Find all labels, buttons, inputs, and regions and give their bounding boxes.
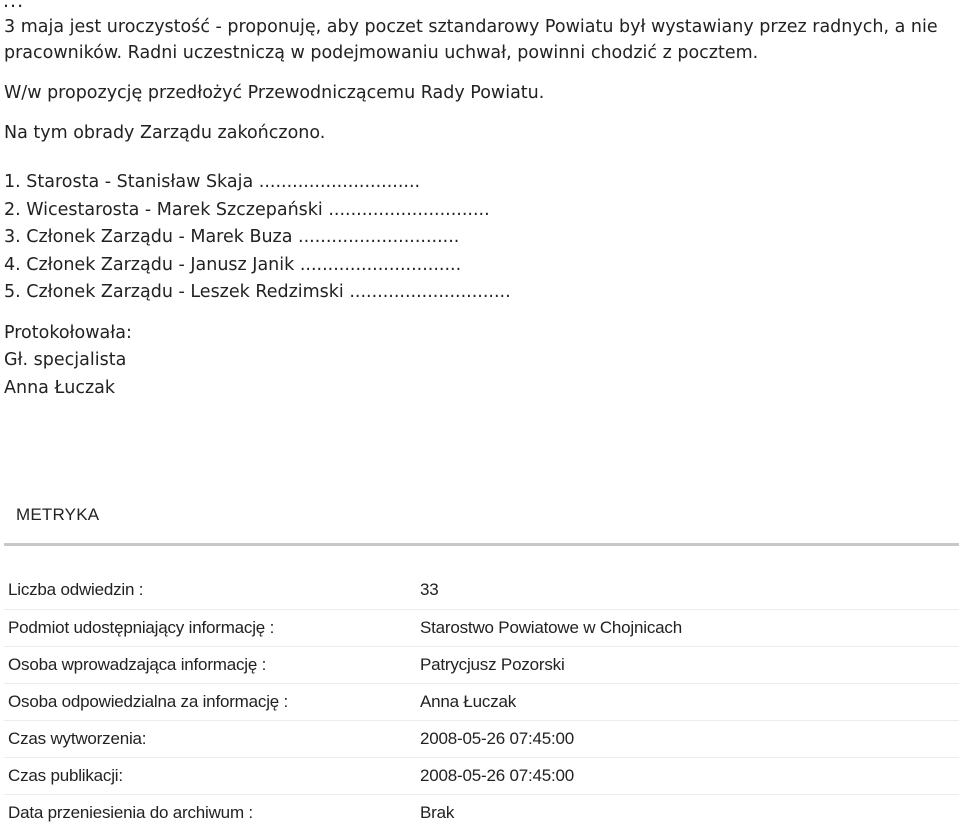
table-row (4, 720, 959, 757)
signature-line: 3. Członek Zarządu - Marek Buza ............................. (4, 227, 460, 247)
table-row (4, 646, 959, 683)
metryka-heading: METRYKA (16, 505, 100, 524)
signature-line: 4. Członek Zarządu - Janusz Janik ............................. (4, 254, 462, 275)
table-row (4, 794, 959, 831)
metryka-divider (4, 543, 959, 546)
meta-value-visits: 33 (420, 580, 439, 600)
meta-label-entered-by: Osoba wprowadzająca informację : (8, 654, 267, 674)
signature-line: 1. Starosta - Stanisław Skaja ............................. (4, 172, 421, 192)
signature-list (4, 169, 954, 307)
meta-value-responsible: Anna Łuczak (420, 691, 517, 711)
recorder-name: Anna Łuczak (4, 377, 116, 398)
meta-label-responsible: Osoba odpowiedzialna za informację : (8, 691, 289, 711)
meta-value-publisher: Starostwo Powiatowe w Chojnicach (420, 617, 682, 637)
table-row (4, 572, 959, 609)
table-row (4, 609, 959, 646)
meta-value-entered-by: Patrycjusz Pozorski (420, 654, 565, 674)
recorder-block (4, 320, 954, 403)
meta-value-created: 2008-05-26 07:45:00 (420, 728, 575, 748)
meta-label-published: Czas publikacji: (8, 765, 123, 785)
meta-label-created: Czas wytworzenia: (8, 728, 147, 748)
meta-value-published: 2008-05-26 07:45:00 (420, 765, 575, 785)
recorder-label: Protokołowała: (4, 322, 132, 343)
closing-paragraph: Na tym obrady Zarządu zakończono. (4, 123, 326, 143)
recorder-role: Gł. specjalista (4, 350, 127, 370)
document-body (4, 14, 954, 402)
signature-line: 2. Wicestarosta - Marek Szczepański ............................. (4, 199, 490, 220)
meta-label-archived: Data przeniesienia do archiwum : (8, 802, 253, 822)
meta-label-visits: Liczba odwiedzin : (8, 580, 144, 600)
meta-label-publisher: Podmiot udostępniający informację : (8, 617, 275, 637)
meta-value-archived: Brak (420, 802, 455, 822)
signature-line: 5. Członek Zarządu - Leszek Redzimski ............................. (4, 282, 511, 302)
table-row (4, 683, 959, 720)
proposal-paragraph: W/w propozycję przedłożyć Przewodniczącemu Rady Powiatu. (4, 83, 545, 103)
table-row (4, 757, 959, 794)
metryka-table (4, 572, 959, 831)
intro-paragraph: 3 maja jest uroczystość - proponuję, aby poczet sztandarowy Powiatu był wystawiany przez radnych, a nie pracowników. Radni uczestniczą w podejmowaniu uchwał, powinni chodzić z pocztem. (4, 17, 938, 63)
top-fragment: ... (3, 0, 25, 12)
